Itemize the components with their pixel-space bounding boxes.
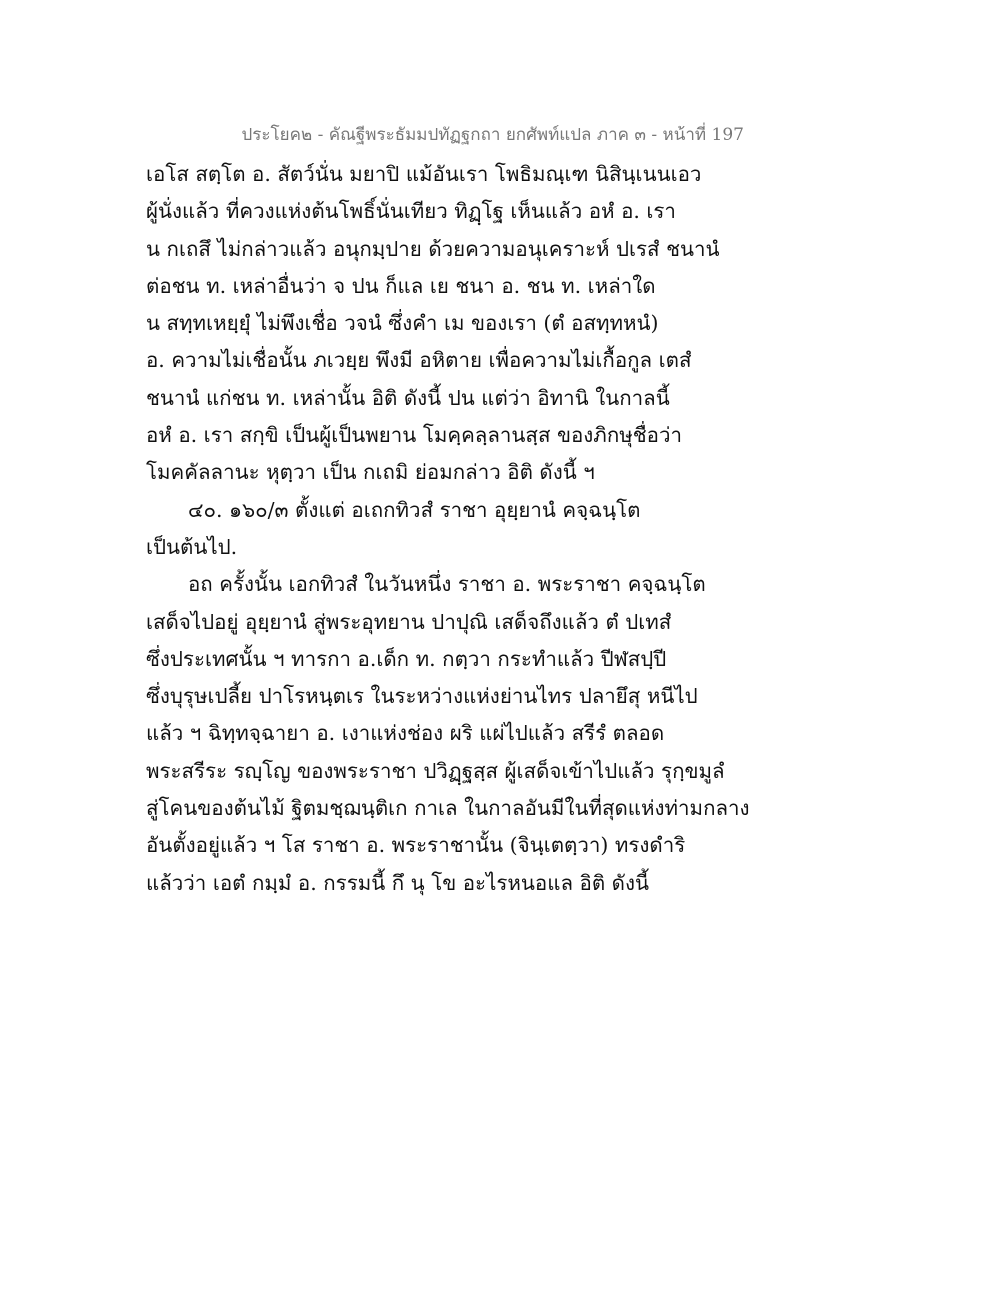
text-line: แล้ว ฯ ฉิทฺทจฺฉายา อ. เงาแห่งช่อง ผริ แผ่ไปแล้ว สรีรํ ตลอด [146, 721, 665, 746]
text-line: ซึ่งบุรุษเปลี้ย ปาโรหนฺตเร ในระหว่างแห่งย่านไทร ปลายึสุ หนีไป [146, 684, 698, 709]
text-line: ผู้นั่งแล้ว ที่ควงแห่งต้นโพธิ์นั่นเทียว ทิฏฺโฐ เห็นแล้ว อหํ อ. เรา [146, 199, 676, 224]
text-line: อหํ อ. เรา สกฺขิ เป็นผู้เป็นพยาน โมคฺคลฺลานสฺส ของภิกษุชื่อว่า [146, 423, 682, 448]
running-header: ประโยค๒ - คัณฐีพระธัมมปทัฏฐกถา ยกศัพท์แปล ภาค ๓ - หน้าที่ 197 [241, 125, 744, 145]
body-text [146, 156, 750, 902]
text-line: อันตั้งอยู่แล้ว ฯ โส ราชา อ. พระราชานั้น (จินฺเตตฺวา) ทรงดำริ [146, 833, 686, 858]
text-line: น กเถสึ ไม่กล่าวแล้ว อนุกมฺปาย ด้วยความอนุเคราะห์ ปเรสํ ชนานํ [146, 236, 720, 261]
text-line: ต่อชน ท. เหล่าอื่นว่า จ ปน ก็แล เย ชนา อ. ชน ท. เหล่าใด [146, 273, 656, 298]
text-line: ชนานํ แก่ชน ท. เหล่านั้น อิติ ดังนี้ ปน แต่ว่า อิทานิ ในกาลนี้ [146, 385, 670, 410]
text-line: น สทฺทเหยฺยุํ ไม่พึงเชื่อ วจนํ ซึ่งคำ เม ของเรา (ตํ อสทฺทหนํ) [146, 311, 659, 336]
text-line: อ. ความไม่เชื่อนั้น ภเวยฺย พึงมี อหิตาย เพื่อความไม่เกื้อกูล เตสํ [146, 348, 692, 373]
section-heading-line: เป็นต้นไป. [146, 534, 238, 559]
paragraph-start-line: อถ ครั้งนั้น เอกทิวสํ ในวันหนึ่ง ราชา อ. พระราชา คจฺฉนฺโต [188, 572, 706, 597]
text-line: พระสรีระ รญฺโญ ของพระราชา ปวิฏฺฐสฺส ผู้เสด็จเข้าไปแล้ว รุกฺขมูลํ [146, 758, 725, 783]
text-line: แล้วว่า เอตํ กมฺมํ อ. กรรมนี้ กึ นุ โข อะไรหนอแล อิติ ดังนี้ [146, 870, 650, 895]
section-heading-line: ๔๐. ๑๖๐/๓ ตั้งแต่ อเถกทิวสํ ราชา อุยฺยานํ คจฺฉนฺโต [188, 497, 641, 522]
text-line: ซึ่งประเทศนั้น ฯ ทารกา อ.เด็ก ท. กตฺวา กระทำแล้ว ปีฬสปฺปี [146, 646, 667, 671]
text-line: โมคคัลลานะ หุตฺวา เป็น กเถมิ ย่อมกล่าว อิติ ดังนี้ ฯ [146, 460, 595, 485]
text-line: สู่โคนของต้นไม้ ฐิตมชฺฌนฺติเก กาเล ในกาลอันมีในที่สุดแห่งท่ามกลาง [146, 796, 750, 821]
text-line: เอโส สตฺโต อ. สัตว์นั่น มยาปิ แม้อันเรา โพธิมณฺเฑ นิสินฺเนนเอว [146, 162, 702, 186]
text-line: เสด็จไปอยู่ อุยฺยานํ สู่พระอุทยาน ปาปุณิ เสด็จถึงแล้ว ตํ ปเทสํ [146, 609, 672, 634]
